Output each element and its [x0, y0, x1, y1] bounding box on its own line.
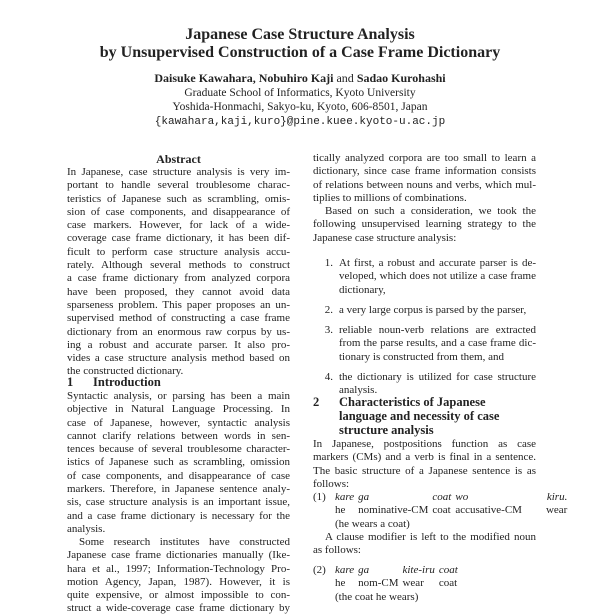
- author: Sadao Kurohashi: [356, 71, 446, 85]
- text-line: In Japanese, postpositions function as case: [313, 438, 536, 450]
- author: Nobuhiro Kaji: [258, 71, 334, 85]
- text-line: veloped, which does not utilize a case frame: [339, 270, 536, 283]
- text-line: markers. Therefore, in Japanese sentence analy-: [67, 483, 290, 496]
- list-number: 1.: [324, 257, 333, 269]
- text-line: a case frame dictionary from analyzed corpora: [67, 272, 290, 285]
- text-line: and a case frame dictionary is necessary for the: [67, 509, 290, 522]
- gloss-word: coat: [432, 504, 451, 517]
- list-item: [313, 371, 536, 398]
- paper-title: [0, 26, 600, 62]
- text-line: vides a case structure analysis method based on: [67, 352, 290, 365]
- section-title-line: Characteristics of Japanese: [339, 395, 486, 409]
- authors: [0, 71, 600, 85]
- list-item-text: [339, 371, 536, 398]
- text-line: have been proposed, they cannot avoid data: [67, 285, 290, 298]
- text-line: cannot clarify relations between words in sen-: [67, 429, 290, 442]
- text-line: markers (CMs) and a verb is final in a sentence.: [313, 451, 536, 464]
- text-line: Japanese case structure analysis:: [313, 231, 457, 244]
- example-translation: (he wears a coat): [335, 517, 410, 530]
- list-item-text: [339, 324, 536, 364]
- section-number: 2: [313, 395, 320, 409]
- abstract-body: [67, 166, 290, 379]
- text-line: objective in Natural Language Processing. In: [67, 403, 290, 416]
- text-line: struct a wide-coverage case frame dictionary by: [67, 602, 290, 615]
- source-word: kiru.: [546, 491, 568, 503]
- gloss-word: accusative-CM: [455, 504, 522, 517]
- title-line: by Unsupervised Construction of a Case Frame Dictionary: [99, 44, 501, 61]
- strategy-list: [313, 257, 536, 398]
- text-line: At first, a robust and accurate parser is de-: [339, 257, 536, 269]
- source-word: coat: [432, 491, 452, 503]
- text-line: case of Japanese, however, syntactic analysis: [67, 416, 290, 429]
- author: Daisuke Kawahara,: [154, 71, 256, 85]
- example-number: (2): [313, 564, 326, 576]
- gloss-word: nom-CM: [358, 577, 399, 590]
- text-line: supervised method of constructing a case frame: [67, 312, 290, 325]
- source-word: coat: [438, 564, 458, 576]
- text-line: sparseness problem. This paper proposes an un-: [67, 298, 290, 311]
- text-line: case markers. However, for lack of a wide-: [67, 219, 290, 232]
- affiliation: Graduate School of Informatics, Kyoto University: [184, 87, 416, 99]
- text-line: Syntactic analysis, or parsing has been a main: [67, 390, 290, 402]
- text-line: quite expensive, or almost impossible to con-: [67, 589, 290, 602]
- example-gloss-table: [335, 564, 462, 591]
- text-line: tionary is constructed from them, and: [339, 350, 504, 363]
- gloss-word: coat: [438, 577, 458, 590]
- list-item-text: [339, 304, 536, 317]
- source-word: ga: [358, 564, 370, 576]
- text-line: ing a robust and accurate parser. It also pro-: [67, 338, 290, 351]
- section-number: 1: [67, 375, 74, 389]
- text-line: dictionary from an enormous raw corpus by us-: [67, 325, 290, 338]
- text-line: analysis.: [67, 522, 106, 535]
- text-line: of relations between nouns and verbs, which mul-: [313, 178, 536, 191]
- text-line: of case components, and disappearance of case: [67, 469, 290, 482]
- text-line: sion of case components, and disappearance of: [67, 205, 290, 218]
- list-item: [313, 304, 536, 317]
- text-line: motion Agency, Japan, 1987). However, it is: [67, 575, 290, 588]
- text-line: Based on such a consideration, we took the: [325, 205, 536, 217]
- section-heading-characteristics: [313, 395, 499, 437]
- text-line: a very large corpus is parsed by the parser,: [339, 303, 527, 316]
- text-line: analysis.: [339, 384, 378, 397]
- intro-paragraph-2: [67, 536, 290, 616]
- text-line: follows:: [313, 477, 350, 490]
- text-line: following unsupervised learning strategy to the: [313, 218, 536, 231]
- example-translation: (the coat he wears): [335, 590, 419, 603]
- text-line: from the parse results, and a case frame dic-: [339, 337, 536, 350]
- text-line: portant to handle several troublesome charac-: [67, 179, 290, 192]
- list-item-text: [339, 257, 536, 297]
- and-text: and: [336, 71, 354, 85]
- text-line: A clause modifier is left to the modified noun: [325, 531, 536, 543]
- text-line: the dictionary is utilized for case structure: [339, 371, 536, 384]
- text-line: tiplies to millions of combinations.: [313, 191, 467, 204]
- right-paragraph-1: [313, 152, 536, 205]
- text-line: as follows:: [313, 544, 361, 557]
- title-line: Japanese Case Structure Analysis: [185, 26, 415, 43]
- text-line: ficult to perform case structure analysis accu-: [67, 245, 290, 258]
- source-word: wo: [455, 491, 469, 503]
- source-word: ga: [358, 491, 370, 503]
- text-line: rately. Although several methods to construct: [67, 259, 290, 272]
- section-title: Introduction: [93, 375, 161, 389]
- text-line: istics of Japanese such as scrambling, omission: [67, 456, 290, 469]
- text-line: teristics of Japanese such as scrambling, omis-: [67, 192, 290, 205]
- example-2: [313, 564, 462, 604]
- section-heading-introduction: [67, 375, 161, 389]
- sec2-paragraph-1: [313, 438, 536, 491]
- gloss-word: wear: [402, 577, 424, 590]
- example-number: (1): [313, 491, 326, 503]
- text-line: Some research institutes have constructed: [79, 536, 290, 548]
- text-line: The basic structure of a Japanese sentence is as: [313, 464, 536, 477]
- source-word: kare: [335, 491, 355, 503]
- email: {kawahara,kaji,kuro}@pine.kuee.kyoto-u.ac.jp: [154, 116, 446, 128]
- example-gloss-table: [335, 491, 567, 518]
- sec2-paragraph-2: [313, 531, 536, 558]
- section-title-line: structure analysis: [339, 423, 434, 437]
- list-item: [313, 324, 536, 364]
- source-word: kare: [335, 564, 355, 576]
- gloss-word: he: [335, 504, 346, 517]
- text-line: hara et al., 1997; Information-Technology Pro-: [67, 562, 290, 575]
- section-title-line: language and necessity of case: [339, 409, 500, 423]
- example-1: [313, 491, 567, 531]
- list-item: [313, 257, 536, 297]
- list-number: 4.: [324, 371, 333, 384]
- abstract-heading: Abstract: [156, 152, 201, 166]
- source-word: kite-iru: [402, 564, 435, 576]
- address: Yoshida-Honmachi, Sakyo-ku, Kyoto, 606-8501, Japan: [172, 101, 428, 113]
- right-paragraph-2: [313, 205, 536, 245]
- text-line: dictionary, since case frame information consists: [313, 165, 536, 178]
- text-line: dictionary,: [339, 283, 386, 296]
- text-line: tically analyzed corpora are too small to learn a: [313, 152, 536, 164]
- text-line: reliable noun-verb relations are extracted: [339, 324, 536, 337]
- list-number: 3.: [324, 324, 333, 337]
- text-line: In Japanese, case structure analysis is very im-: [67, 166, 290, 178]
- gloss-word: wear: [545, 504, 568, 517]
- intro-paragraph-1: [67, 390, 290, 536]
- text-line: the constructed dictionary.: [67, 365, 184, 378]
- text-line: Japanese case frame dictionaries manually (Ike-: [67, 549, 290, 562]
- text-line: coverage case frame dictionary, it has been dif-: [67, 232, 290, 245]
- text-line: tences because of several troublesome character-: [67, 443, 290, 456]
- gloss-word: nominative-CM: [358, 504, 429, 517]
- list-number: 2.: [324, 303, 333, 316]
- gloss-word: he: [335, 577, 346, 590]
- text-line: sis, case structure analysis is an important issue,: [67, 496, 290, 509]
